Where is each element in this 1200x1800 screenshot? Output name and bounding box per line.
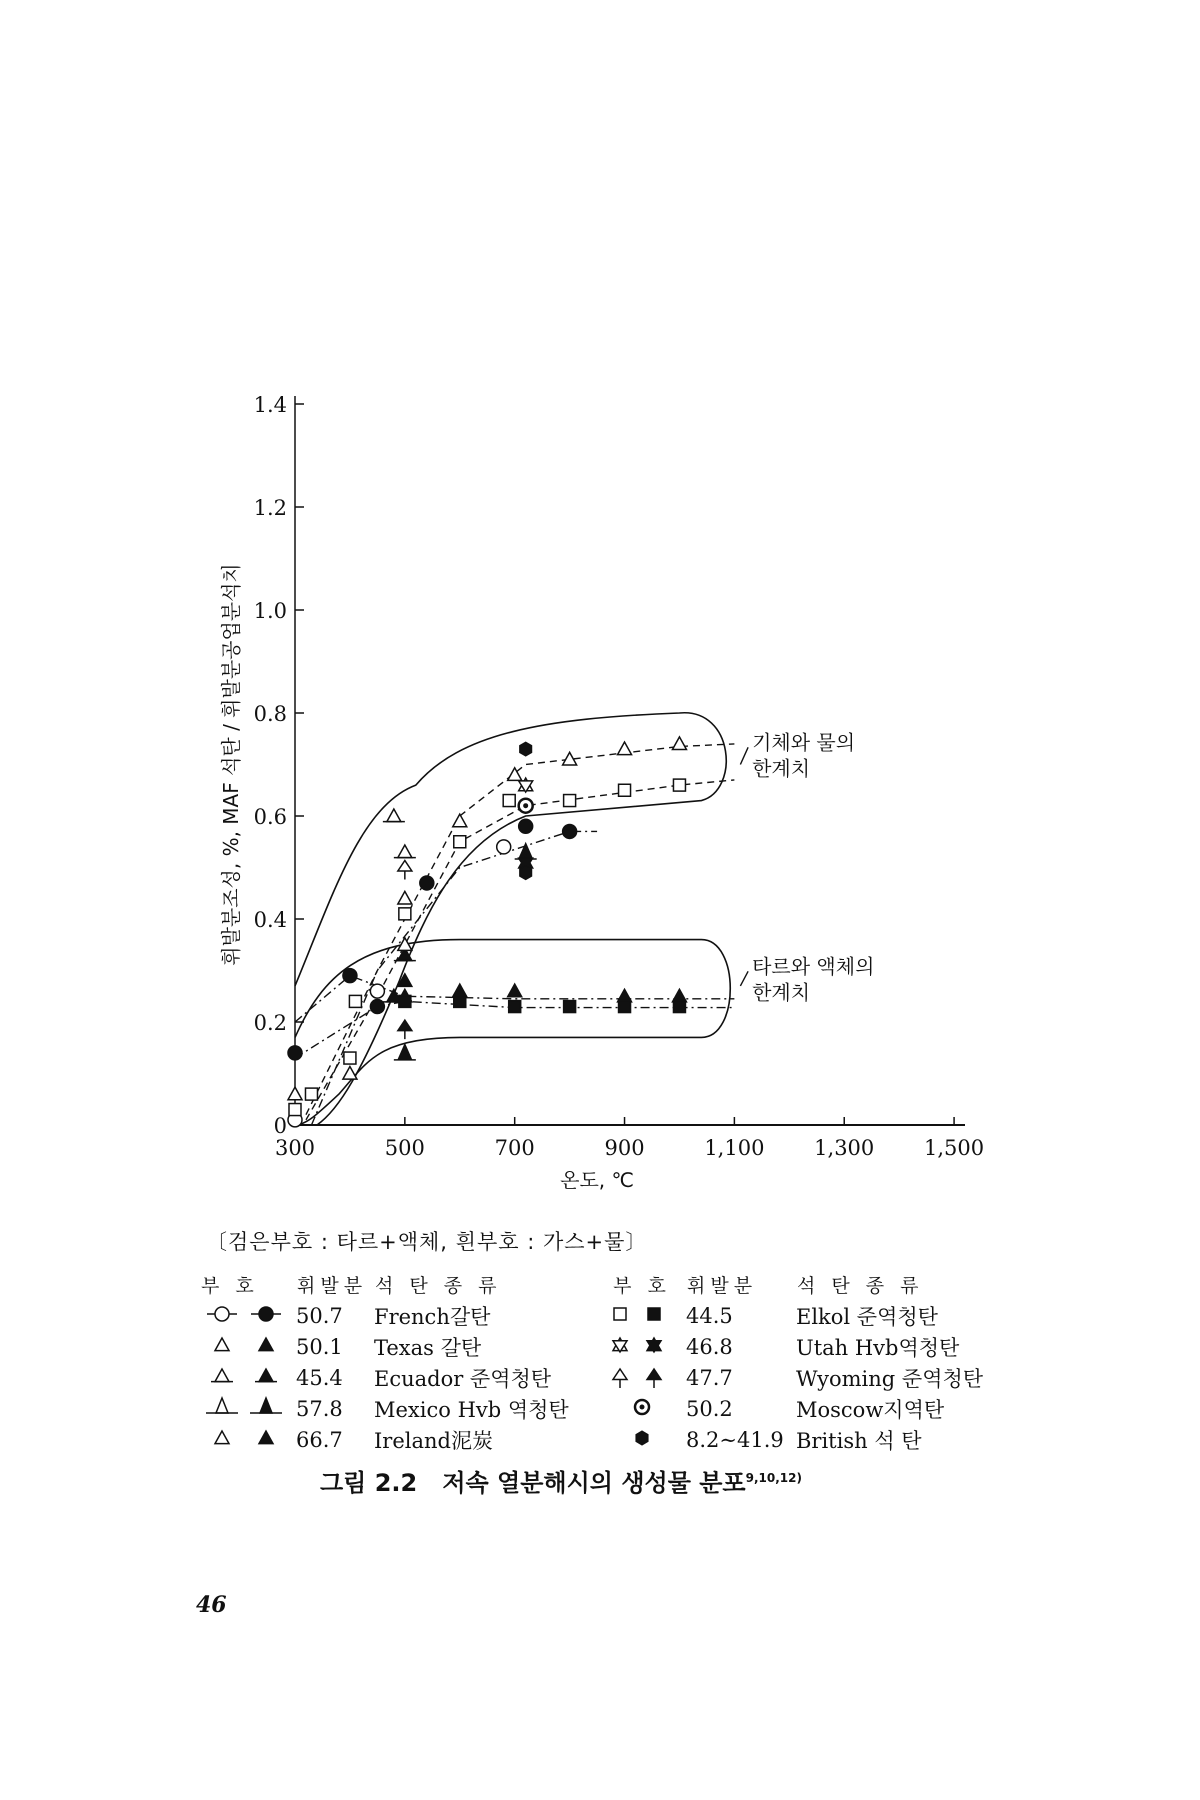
x-tick-label: 300	[274, 1136, 316, 1160]
data-point	[520, 742, 532, 756]
legend-marker	[647, 1338, 661, 1352]
data-point	[520, 866, 532, 880]
y-tick-label: 1.0	[253, 599, 287, 623]
data-point	[673, 779, 685, 791]
legend-volatile: 50.7	[296, 1303, 343, 1328]
legend-table	[200, 1268, 1020, 1455]
data-point-dot	[523, 803, 528, 808]
legend-symbol-icon	[200, 1393, 292, 1419]
annotation-text: 타르와 액체의	[752, 954, 875, 979]
data-point	[673, 1001, 685, 1013]
data-point	[497, 840, 511, 854]
legend-coal: Texas 갈탄	[374, 1335, 482, 1360]
legend-coal: Moscow지역탄	[796, 1397, 945, 1422]
data-points	[288, 737, 686, 1127]
legend-symbol-icon	[200, 1424, 292, 1450]
legend-col-symbol: 부 호	[201, 1274, 259, 1297]
legend-symbol	[200, 1393, 296, 1424]
legend-volatile: 50.1	[296, 1334, 343, 1359]
data-point	[420, 876, 434, 890]
legend-marker	[206, 1398, 238, 1413]
x-tick-label: 1,300	[814, 1136, 875, 1160]
data-point	[519, 819, 533, 833]
legend-col-coal: 석 탄 종 류	[375, 1274, 502, 1297]
data-point	[288, 1087, 302, 1100]
legend-coal: Wyoming 준역청탄	[796, 1366, 984, 1391]
data-point	[509, 1001, 521, 1013]
legend-symbol	[200, 1362, 296, 1393]
y-tick-label: 1.4	[253, 393, 287, 417]
x-tick-label: 900	[604, 1136, 645, 1160]
data-point	[563, 824, 577, 838]
annotation-leader	[740, 971, 748, 986]
legend-volatile: 47.7	[686, 1365, 733, 1390]
legend-symbol	[598, 1362, 686, 1393]
data-point	[619, 784, 631, 796]
trend-curve	[306, 744, 734, 1115]
legend-symbol-icon	[602, 1331, 682, 1357]
legend-coal: Utah Hvb역청탄	[796, 1335, 960, 1360]
legend-col-volatile-2: 휘발분	[687, 1274, 758, 1297]
series	[383, 809, 416, 858]
data-point	[215, 1431, 229, 1444]
data-point	[399, 995, 411, 1007]
legend-symbol-icon	[200, 1331, 292, 1357]
y-tick-label: 0.8	[253, 702, 287, 726]
legend-marker	[613, 1338, 627, 1352]
series	[519, 778, 533, 792]
legend-row	[200, 1424, 1020, 1455]
data-point	[349, 995, 361, 1007]
legend-coal: British 석 탄	[796, 1428, 922, 1453]
data-point	[370, 984, 384, 998]
data-point	[398, 891, 412, 904]
legend-coal: French갈탄	[374, 1304, 491, 1329]
data-point	[215, 1307, 229, 1321]
data-point	[619, 1001, 631, 1013]
x-tick-label: 700	[494, 1136, 535, 1160]
legend-marker-shape	[260, 1398, 272, 1413]
legend-volatile: 45.4	[296, 1365, 343, 1390]
legend-symbol	[598, 1300, 686, 1331]
legend-marker	[215, 1338, 229, 1351]
series	[383, 948, 416, 1002]
data-point	[647, 1369, 661, 1380]
annotation-text: 한계치	[752, 756, 811, 781]
legend-marker	[613, 1369, 627, 1388]
legend-symbol-icon	[602, 1300, 682, 1326]
x-tick-label: 500	[384, 1136, 425, 1160]
legend-symbol	[598, 1331, 686, 1362]
legend-marker	[211, 1369, 233, 1382]
legend-symbol-icon	[602, 1362, 682, 1388]
data-point	[370, 1000, 384, 1014]
data-point	[614, 1308, 626, 1320]
tar-liquid-limit-boundary	[295, 940, 730, 1125]
x-tick-label: 1,100	[704, 1136, 765, 1160]
legend-symbol	[598, 1393, 686, 1424]
legend-volatile: 66.7	[296, 1427, 343, 1452]
data-point	[618, 742, 632, 755]
data-point	[564, 1001, 576, 1013]
data-point	[648, 1308, 660, 1320]
data-point	[636, 1431, 648, 1445]
annotation-text: 한계치	[752, 980, 811, 1005]
legend-symbol-icon	[602, 1424, 682, 1450]
y-tick-label: 1.2	[253, 496, 287, 520]
data-point	[215, 1369, 229, 1382]
legend-marker	[259, 1338, 273, 1351]
legend-coal: Mexico Hvb 역청탄	[374, 1397, 569, 1422]
legend-header: 〔검은부호 : 타르+액체, 흰부호 : 가스+물〕	[206, 1230, 648, 1254]
legend-marker	[207, 1307, 237, 1321]
tick-labels	[254, 393, 985, 1160]
legend-marker	[635, 1400, 649, 1414]
data-point	[564, 795, 576, 807]
x-axis-title: 온도, ℃	[560, 1168, 634, 1192]
legend-volatile: 8.2∼41.9	[686, 1427, 784, 1452]
data-point	[387, 809, 401, 822]
series	[399, 995, 686, 1012]
legend-symbol	[598, 1424, 686, 1455]
legend-marker	[614, 1308, 626, 1320]
legend-col-symbol-2: 부 호	[613, 1274, 671, 1297]
data-point	[343, 1067, 357, 1080]
axes	[295, 396, 965, 1125]
legend-marker	[647, 1369, 661, 1388]
legend-symbol-icon	[200, 1300, 292, 1326]
data-point	[288, 1046, 302, 1060]
legend-marker	[215, 1431, 229, 1444]
legend-row	[200, 1300, 1020, 1331]
legend-col-coal-2: 석 탄 종 류	[797, 1274, 924, 1297]
legend-symbol-icon	[200, 1362, 292, 1388]
data-point	[399, 908, 411, 920]
page-number: 46	[196, 1592, 227, 1618]
y-tick-label: 0.4	[253, 908, 287, 932]
legend-marker	[255, 1369, 277, 1382]
legend-col-volatile: 휘발분	[297, 1274, 368, 1297]
legend-symbol	[200, 1424, 296, 1455]
legend-coal: Ireland泥炭	[374, 1428, 493, 1453]
data-point	[398, 1020, 412, 1031]
data-point	[613, 1369, 627, 1380]
data-point-dot	[640, 1405, 645, 1410]
figure-caption	[320, 1463, 802, 1498]
data-point	[454, 836, 466, 848]
data-point	[215, 1338, 229, 1351]
data-point	[259, 1369, 273, 1382]
y-tick-label: 0.6	[253, 805, 287, 829]
legend-marker-shape	[216, 1398, 228, 1413]
data-point	[503, 795, 515, 807]
legend-row	[200, 1331, 1020, 1362]
data-point	[454, 995, 466, 1007]
legend-marker	[250, 1398, 282, 1413]
caption-refs: 9,10,12)	[745, 1471, 802, 1485]
series	[398, 861, 412, 880]
data-point	[398, 845, 412, 858]
data-point	[344, 1052, 356, 1064]
legend-marker	[251, 1307, 281, 1321]
data-point	[259, 1338, 273, 1351]
caption-label: 그림 2.2	[320, 1469, 418, 1497]
annotation-text: 기체와 물의	[752, 730, 856, 755]
legend-row	[200, 1393, 1020, 1424]
series	[398, 1020, 412, 1039]
annotations	[740, 730, 874, 1004]
legend-volatile: 57.8	[296, 1396, 343, 1421]
series	[394, 843, 537, 1060]
y-tick-label: 0.2	[253, 1011, 287, 1035]
legend-volatile: 44.5	[686, 1303, 733, 1328]
y-axis-title: 휘발분조성, %, MAF 석탄 / 휘발분공업분석치	[219, 563, 243, 966]
data-point	[343, 969, 357, 983]
legend-row	[200, 1362, 1020, 1393]
data-point	[672, 737, 686, 750]
legend-coal: Ecuador 준역청탄	[374, 1366, 552, 1391]
annotation-leader	[740, 747, 748, 764]
data-point	[453, 814, 467, 827]
legend-coal: Elkol 준역청탄	[796, 1304, 938, 1329]
data-point	[259, 1307, 273, 1321]
data-point	[259, 1431, 273, 1444]
legend-marker	[259, 1431, 273, 1444]
series	[289, 779, 685, 1115]
legend-symbol	[200, 1300, 296, 1331]
x-tick-label: 1,500	[924, 1136, 985, 1160]
data-point	[398, 1044, 412, 1060]
y-tick-label: 0	[273, 1114, 287, 1138]
legend-volatile: 50.2	[686, 1396, 733, 1421]
data-point	[305, 1088, 317, 1100]
legend-header-row	[200, 1268, 1020, 1300]
data-point	[508, 984, 522, 997]
legend-marker	[636, 1431, 648, 1445]
legend-marker	[648, 1308, 660, 1320]
legend-symbol-icon	[602, 1393, 682, 1419]
data-point	[398, 861, 412, 872]
data-point	[289, 1104, 301, 1116]
legend-symbol	[200, 1331, 296, 1362]
legend-volatile: 46.8	[686, 1334, 733, 1359]
caption-text: 저속 열분해시의 생성물 분포	[442, 1469, 746, 1497]
series	[519, 799, 533, 813]
